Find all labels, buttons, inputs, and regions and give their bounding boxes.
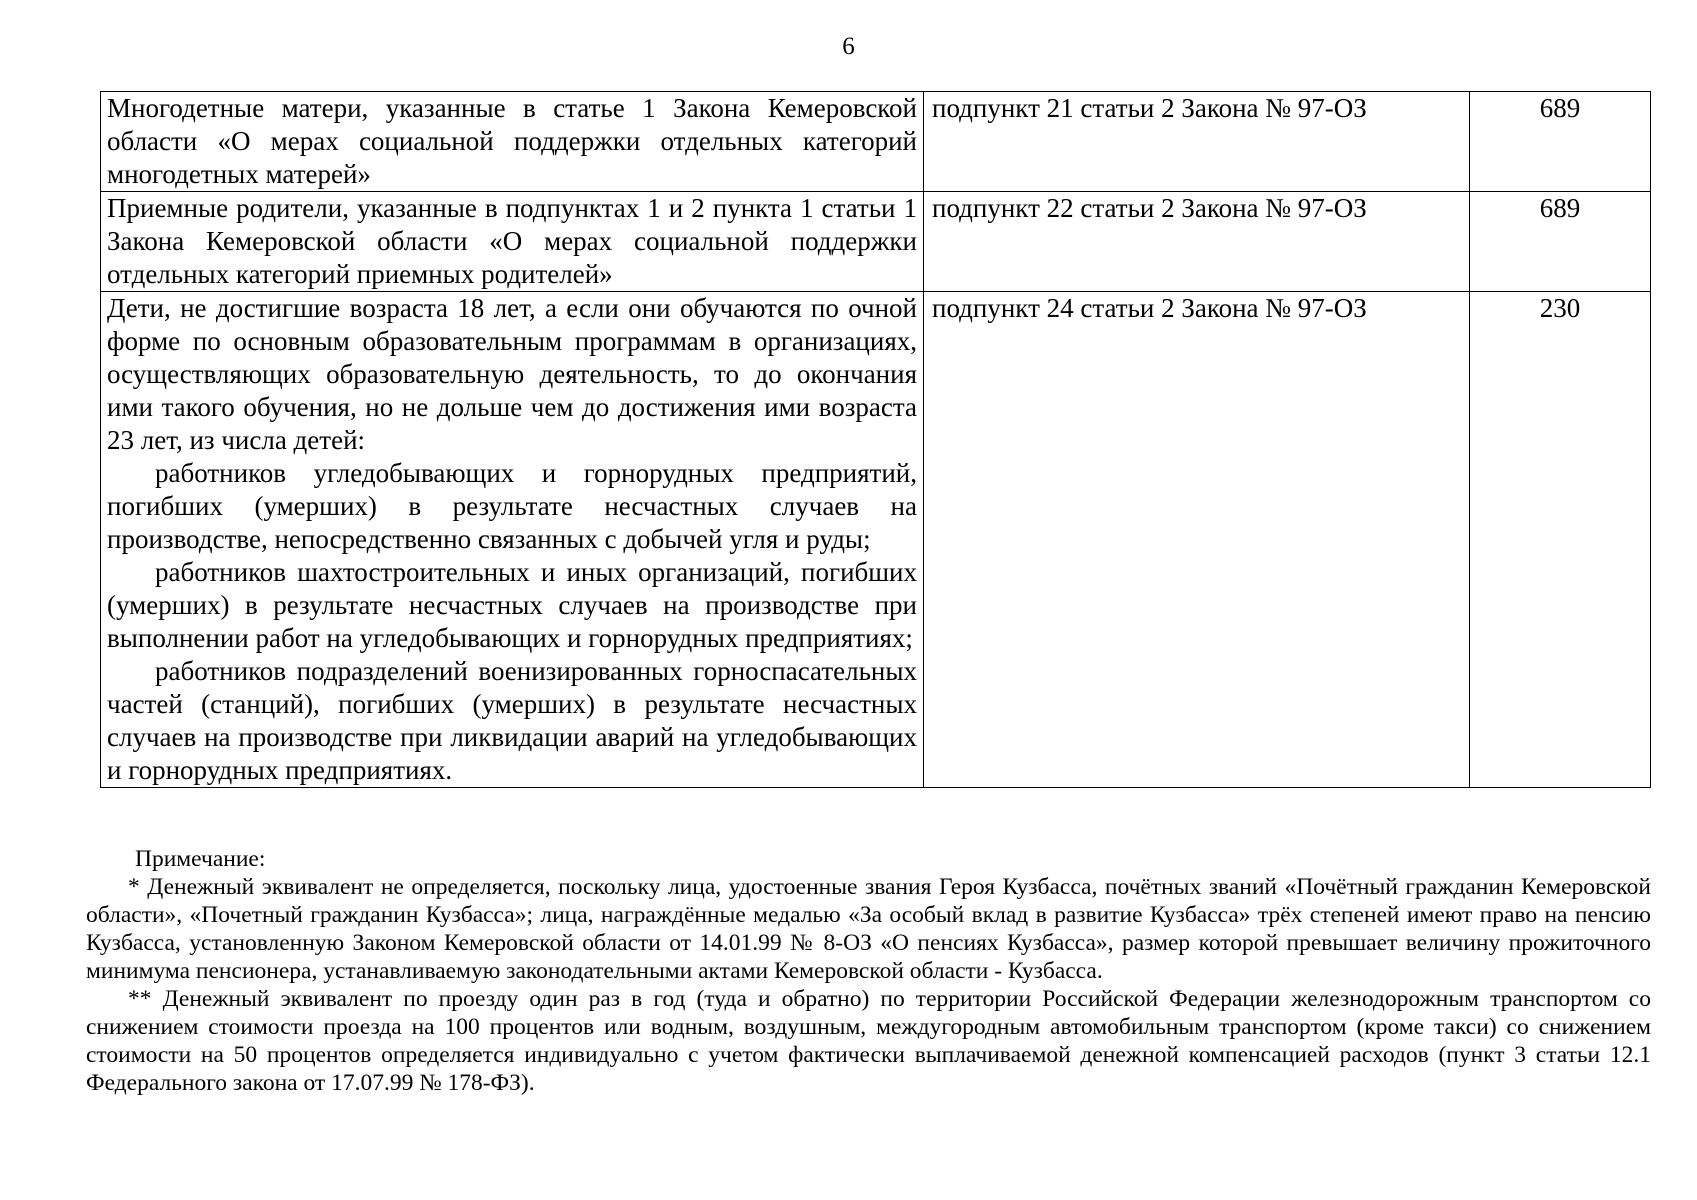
table-row	[101, 92, 1651, 192]
category-item: работников подразделений военизированных горноспасательных частей (станций), погибших (умерших) в результате несчастных случаев на производстве при ликвидации аварий на угледобывающих и горнорудных предприятиях.	[107, 656, 917, 785]
notes-section	[86, 845, 1651, 1097]
legal-basis-cell: подпункт 22 статьи 2 Закона № 97-ОЗ	[924, 192, 1470, 292]
page-number: 6	[842, 33, 855, 60]
benefits-table	[100, 91, 1651, 788]
amount-cell: 230	[1470, 292, 1651, 788]
amount-cell: 689	[1470, 92, 1651, 192]
note-item: ** Денежный эквивалент по проезду один раз в год (туда и обратно) по территории Российской Федерации железнодорожным транспортом со снижением стоимости проезда на 100 процентов или водным, воздушным, междугородным автомобильным транспортом (кроме такси) со снижением стоимости на 50 процентов определяется индивидуально с учетом фактически выплачиваемой денежной компенсацией расходов (пункт 3 статьи 12.1 Федерального закона от 17.07.99 № 178-ФЗ).	[86, 986, 1651, 1096]
table-row	[101, 192, 1651, 292]
category-item: работников шахтостроительных и иных организаций, погибших (умерших) в результате несчастных случаев на производстве при выполнении работ на угледобывающих и горнорудных предприятиях;	[107, 557, 917, 653]
category-item: работников угледобывающих и горнорудных предприятий, погибших (умерших) в результате несчастных случаев на производстве, непосредственно связанных с добычей угля и руды;	[107, 458, 917, 554]
category-intro: Дети, не достигшие возраста 18 лет, а если они обучаются по очной форме по основным образовательным программам в организациях, осуществляющих образовательную деятельность, то до окончания ими такого обучения, но не дольше чем до достижения ими возраста 23 лет, из числа детей:	[107, 293, 917, 455]
notes-title: Примечание:	[135, 846, 266, 872]
amount-cell: 689	[1470, 192, 1651, 292]
note-item: * Денежный эквивалент не определяется, поскольку лица, удостоенные звания Героя Кузбасса, почётных званий «Почётный гражданин Кемеровской области», «Почетный гражданин Кузбасса»; лица, награждённые медалью «За особый вклад в развитие Кузбасса» трёх степеней имеют право на пенсию Кузбасса, установленную Законом Кемеровской области от 14.01.99 № 8-ОЗ «О пенсиях Кузбасса», размер которой превышает величину прожиточного минимума пенсионера, устанавливаемую законодательными актами Кемеровской области - Кузбасса.	[86, 874, 1651, 984]
table-row	[101, 292, 1651, 788]
category-cell: Приемные родители, указанные в подпунктах 1 и 2 пункта 1 статьи 1 Закона Кемеровской области «О мерах социальной поддержки отдельных категорий приемных родителей»	[101, 192, 924, 292]
category-cell: Многодетные матери, указанные в статье 1 Закона Кемеровской области «О мерах социальной поддержки отдельных категорий многодетных матерей»	[101, 92, 924, 192]
legal-basis-cell: подпункт 24 статьи 2 Закона № 97-ОЗ	[924, 292, 1470, 788]
category-cell	[101, 292, 924, 788]
legal-basis-cell: подпункт 21 статьи 2 Закона № 97-ОЗ	[924, 92, 1470, 192]
